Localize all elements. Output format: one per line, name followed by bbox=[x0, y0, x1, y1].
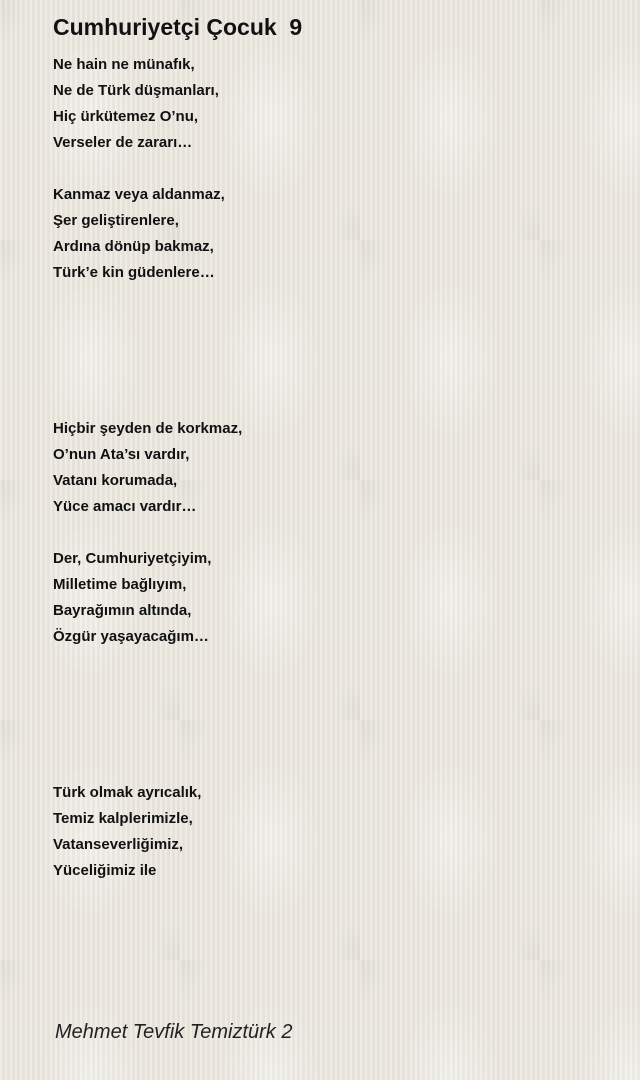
poem-line: Milletime bağlıyım, bbox=[53, 576, 187, 593]
poem-line: Türk’e kin güdenlere… bbox=[53, 264, 215, 281]
stanza-1 bbox=[53, 52, 613, 156]
stanza-3 bbox=[53, 416, 613, 520]
poem-line: Türk olmak ayrıcalık, bbox=[53, 784, 202, 801]
poem-line: Der, Cumhuriyetçiyim, bbox=[53, 550, 212, 567]
stanza-5 bbox=[53, 780, 613, 884]
poem-line: Vatanı korumada, bbox=[53, 472, 178, 489]
section-gap bbox=[53, 650, 613, 780]
poem-line: Vatanseverliğimiz, bbox=[53, 836, 184, 853]
stanza-gap bbox=[53, 520, 613, 546]
poem-title: Cumhuriyetçi Çocuk 9 bbox=[53, 14, 303, 40]
poem-line: Şer geliştirenlere, bbox=[53, 212, 179, 229]
stanza-4 bbox=[53, 546, 613, 650]
poem-line: Ardına dönüp bakmaz, bbox=[53, 238, 214, 255]
poem-line: Bayrağımın altında, bbox=[53, 602, 192, 619]
poem-body bbox=[53, 52, 613, 884]
poem-line: Hiçbir şeyden de korkmaz, bbox=[53, 420, 243, 437]
poem-line: Ne de Türk düşmanları, bbox=[53, 82, 219, 99]
author-signature: Mehmet Tevfik Temiztürk 2 bbox=[55, 1021, 293, 1043]
poem-line: Özgür yaşayacağım… bbox=[53, 628, 209, 645]
poem-line: Kanmaz veya aldanmaz, bbox=[53, 186, 225, 203]
poem-line: Yüce amacı vardır… bbox=[53, 498, 197, 515]
stanza-2 bbox=[53, 182, 613, 286]
poem-line: Yüceliğimiz ile bbox=[53, 862, 157, 879]
poem-line: O’nun Ata’sı vardır, bbox=[53, 446, 190, 463]
section-gap bbox=[53, 286, 613, 416]
poem-line: Ne hain ne münafık, bbox=[53, 56, 195, 73]
stanza-gap bbox=[53, 156, 613, 182]
poem-line: Hiç ürkütemez O’nu, bbox=[53, 108, 199, 125]
poem-line: Temiz kalplerimizle, bbox=[53, 810, 193, 827]
poem-line: Verseler de zararı… bbox=[53, 134, 193, 151]
